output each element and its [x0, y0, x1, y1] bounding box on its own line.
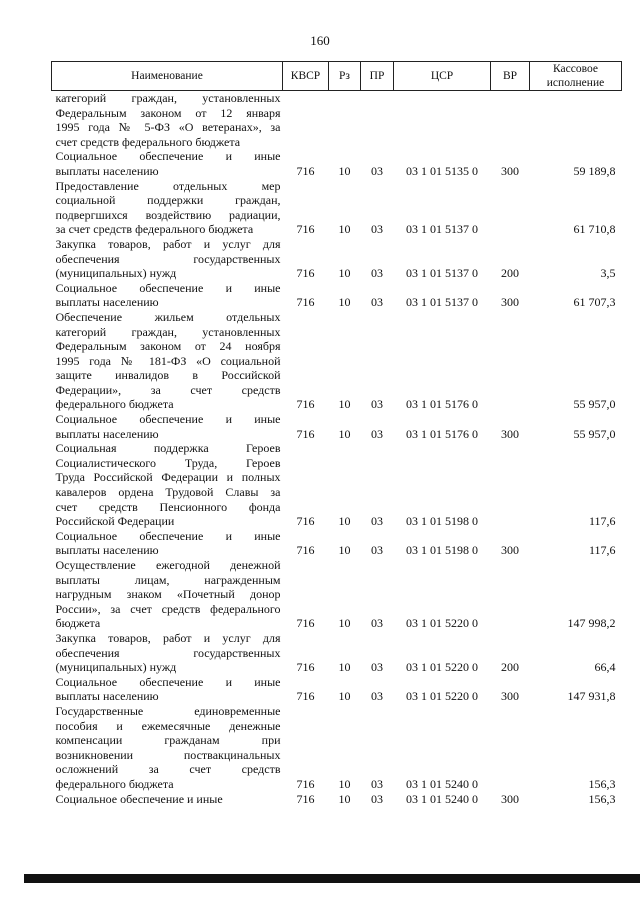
cell-vr: [491, 704, 530, 792]
cell-pr: 03: [371, 397, 383, 412]
table-row: [52, 704, 622, 792]
name-line: Осуществление ежегодной денежной: [55, 558, 281, 572]
budget-table: [51, 61, 622, 806]
name-line: категорий граждан, установленных: [55, 324, 281, 339]
cell-name: [52, 310, 283, 412]
cell-vr: [491, 558, 530, 631]
cell-rz: 10: [338, 776, 351, 791]
name-line: 1995 года № 5-ФЗ «О ветеранах», за: [55, 120, 281, 135]
cell-pr: 03: [371, 616, 383, 631]
cell-pr: [361, 91, 394, 150]
cell-csr: 03 1 01 5176 0: [406, 426, 478, 441]
cell-csr: 03 1 01 5137 0: [406, 295, 478, 310]
cell-pr: 03: [371, 791, 383, 806]
cell-rz: 10: [338, 266, 351, 281]
cell-name: [52, 631, 283, 675]
name-line: России», за счет средств федерального: [55, 601, 281, 616]
name-line: выплаты населению: [55, 295, 159, 310]
cell-vr: 300: [501, 426, 519, 441]
header-amount: Кассовое исполнение: [530, 62, 622, 91]
name-line: выплаты лицам, награжденным: [55, 572, 281, 587]
cell-name: [52, 237, 283, 281]
cell-kvsr: 716: [296, 776, 315, 791]
name-line: выплаты населению: [55, 163, 159, 178]
page-number: 160: [310, 33, 330, 48]
name-line: Закупка товаров, работ и услуг для: [55, 236, 281, 251]
cell-vr: 200: [501, 660, 519, 675]
table-row: [52, 281, 622, 310]
cell-name: [52, 792, 283, 807]
cell-pr: 03: [371, 689, 383, 704]
header-name: Наименование: [52, 62, 283, 91]
name-line: за счет средств федерального бюджета: [55, 222, 254, 237]
name-line: Федеральным законом от 24 ноября: [55, 339, 281, 354]
cell-pr: 03: [371, 514, 383, 529]
name-line: счет средств Пенсионного фонда: [55, 499, 281, 514]
name-line: обеспечения государственных: [55, 251, 281, 266]
cell-kvsr: [283, 91, 329, 150]
cell-pr: 03: [371, 660, 383, 675]
cell-name: [52, 412, 283, 441]
cell-rz: 10: [338, 397, 351, 412]
cell-vr: 200: [501, 266, 519, 281]
table-row: [52, 149, 622, 178]
cell-pr: 03: [371, 426, 383, 441]
cell-csr: 03 1 01 5220 0: [406, 616, 478, 631]
cell-amount: 59 189,8: [573, 163, 616, 178]
name-line: бюджета: [55, 616, 101, 631]
cell-amount: 55 957,0: [573, 426, 616, 441]
cell-kvsr: 716: [296, 791, 315, 806]
cell-amount: 61 707,3: [573, 295, 616, 310]
name-line: Федерации», за счет средств: [55, 382, 281, 397]
cell-csr: 03 1 01 5135 0: [406, 163, 478, 178]
cell-amount: 156,3: [588, 776, 616, 791]
name-line: федерального бюджета: [55, 776, 174, 791]
table-row: [52, 412, 622, 441]
cell-csr: 03 1 01 5137 0: [406, 266, 478, 281]
cell-name: [52, 149, 283, 178]
cell-kvsr: 716: [296, 616, 315, 631]
cell-amount: 66,4: [594, 660, 616, 675]
name-line: кавалеров ордена Трудовой Славы за: [55, 485, 281, 500]
cell-rz: 10: [338, 791, 351, 806]
cell-rz: 10: [338, 426, 351, 441]
header-kvsr: КВСР: [283, 62, 329, 91]
name-line: Государственные единовременные: [55, 703, 281, 718]
name-line: защите инвалидов в Российской: [55, 368, 281, 383]
name-line: компенсации гражданам при: [55, 733, 281, 748]
cell-vr: 300: [501, 295, 519, 310]
cell-rz: 10: [338, 222, 351, 237]
cell-csr: 03 1 01 5176 0: [406, 397, 478, 412]
cell-kvsr: 716: [296, 295, 315, 310]
cell-rz: 10: [338, 295, 351, 310]
name-line: Социальное обеспечение и иные: [55, 791, 223, 806]
name-line: федерального бюджета: [55, 397, 174, 412]
cell-name: [52, 675, 283, 704]
cell-kvsr: 716: [296, 222, 315, 237]
scan-edge-bar: [24, 874, 640, 883]
table-row: [52, 792, 622, 807]
table-header-row: [52, 62, 622, 91]
cell-csr: 03 1 01 5198 0: [406, 543, 478, 558]
table-row: [52, 631, 622, 675]
cell-pr: 03: [371, 163, 383, 178]
cell-kvsr: 716: [296, 689, 315, 704]
cell-name: [52, 91, 283, 150]
name-line: Социальное обеспечение и иные: [55, 280, 281, 295]
name-line: Российской Федерации: [55, 514, 175, 529]
cell-csr: 03 1 01 5240 0: [406, 776, 478, 791]
name-line: нагрудным знаком «Почетный донор: [55, 587, 281, 602]
cell-amount: 61 710,8: [573, 222, 616, 237]
name-line: Социалистического Труда, Героев: [55, 455, 281, 470]
cell-csr: 03 1 01 5198 0: [406, 514, 478, 529]
table-row: [52, 237, 622, 281]
name-line: Труда Российской Федерации и полных: [55, 470, 281, 485]
name-line: категорий граждан, установленных: [55, 91, 281, 105]
table-body: [52, 91, 622, 807]
cell-csr: [394, 91, 491, 150]
cell-kvsr: 716: [296, 514, 315, 529]
name-line: Социальное обеспечение и иные: [55, 149, 281, 164]
name-line: возникновении поствакцинальных: [55, 747, 281, 762]
name-line: Обеспечение жильем отдельных: [55, 309, 281, 324]
cell-amount: 147 998,2: [567, 616, 616, 631]
name-line: Социальное обеспечение и иные: [55, 528, 281, 543]
name-line: счет средств федерального бюджета: [55, 134, 241, 149]
cell-name: [52, 179, 283, 237]
cell-csr: 03 1 01 5240 0: [406, 791, 478, 806]
name-line: обеспечения государственных: [55, 645, 281, 660]
cell-amount: 55 957,0: [573, 397, 616, 412]
cell-name: [52, 558, 283, 631]
header-rz: Рз: [329, 62, 361, 91]
cell-vr: [491, 91, 530, 150]
cell-kvsr: 716: [296, 660, 315, 675]
cell-rz: 10: [338, 689, 351, 704]
cell-amount: 147 931,8: [567, 689, 616, 704]
cell-kvsr: 716: [296, 543, 315, 558]
header-pr: ПР: [361, 62, 394, 91]
name-line: осложнений за счет средств: [55, 762, 281, 777]
cell-name: [52, 704, 283, 792]
name-line: подвергшихся воздействию радиации,: [55, 207, 281, 222]
cell-rz: 10: [338, 514, 351, 529]
cell-name: [52, 281, 283, 310]
cell-kvsr: 716: [296, 397, 315, 412]
cell-vr: [491, 441, 530, 529]
cell-kvsr: 716: [296, 266, 315, 281]
name-line: (муниципальных) нужд: [55, 660, 177, 675]
cell-amount: 117,6: [588, 514, 616, 529]
name-line: Социальное обеспечение и иные: [55, 674, 281, 689]
header-csr: ЦСР: [394, 62, 491, 91]
name-line: выплаты населению: [55, 426, 159, 441]
cell-rz: 10: [338, 616, 351, 631]
name-line: Предоставление отдельных мер: [55, 178, 281, 193]
cell-rz: 10: [338, 163, 351, 178]
cell-pr: 03: [371, 266, 383, 281]
cell-rz: 10: [338, 660, 351, 675]
cell-vr: 300: [501, 791, 519, 806]
name-line: Социальная поддержка Героев: [55, 441, 281, 456]
cell-pr: 03: [371, 776, 383, 791]
table-row: [52, 558, 622, 631]
cell-name: [52, 529, 283, 558]
name-line: Закупка товаров, работ и услуг для: [55, 630, 281, 645]
cell-csr: 03 1 01 5220 0: [406, 689, 478, 704]
cell-vr: 300: [501, 163, 519, 178]
cell-rz: 10: [338, 543, 351, 558]
cell-vr: [491, 179, 530, 237]
cell-kvsr: 716: [296, 163, 315, 178]
name-line: (муниципальных) нужд: [55, 266, 177, 281]
cell-amount: 156,3: [588, 791, 616, 806]
cell-vr: [491, 310, 530, 412]
name-line: Социальное обеспечение и иные: [55, 412, 281, 427]
name-line: 1995 года № 181-ФЗ «О социальной: [55, 353, 281, 368]
cell-rz: [329, 91, 361, 150]
name-line: социальной поддержки граждан,: [55, 193, 281, 208]
cell-pr: 03: [371, 543, 383, 558]
table-row: [52, 91, 622, 150]
name-line: выплаты населению: [55, 689, 159, 704]
cell-vr: 300: [501, 689, 519, 704]
table-row: [52, 441, 622, 529]
cell-pr: 03: [371, 295, 383, 310]
name-line: пособия и ежемесячные денежные: [55, 718, 281, 733]
cell-csr: 03 1 01 5137 0: [406, 222, 478, 237]
cell-amount: 117,6: [588, 543, 616, 558]
cell-kvsr: 716: [296, 426, 315, 441]
table-row: [52, 675, 622, 704]
cell-name: [52, 441, 283, 529]
table-row: [52, 179, 622, 237]
header-vr: ВР: [491, 62, 530, 91]
table-row: [52, 529, 622, 558]
table-row: [52, 310, 622, 412]
cell-vr: 300: [501, 543, 519, 558]
name-line: Федеральным законом от 12 января: [55, 105, 281, 120]
cell-pr: 03: [371, 222, 383, 237]
cell-amount: 3,5: [600, 266, 616, 281]
cell-amount: [530, 91, 622, 150]
name-line: выплаты населению: [55, 543, 159, 558]
cell-csr: 03 1 01 5220 0: [406, 660, 478, 675]
